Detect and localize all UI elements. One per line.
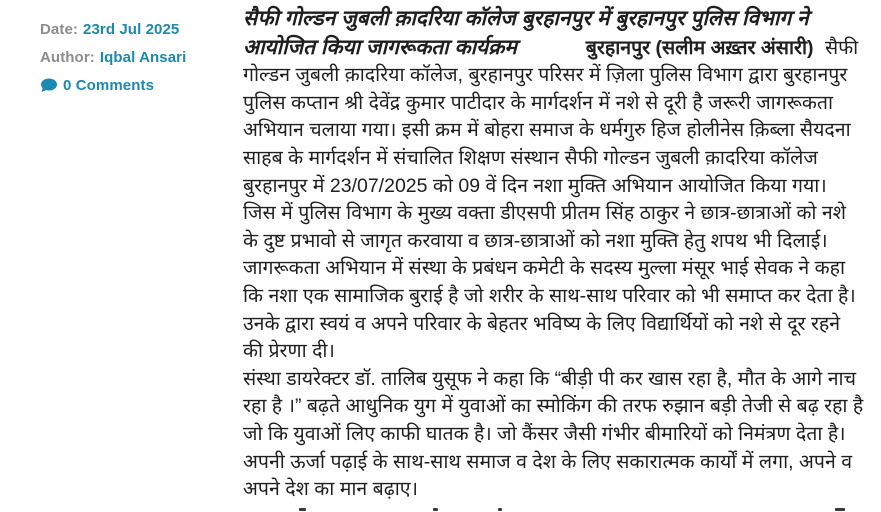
date-value: 23rd Jul 2025 bbox=[83, 21, 180, 38]
author-label: Author: bbox=[40, 49, 95, 66]
post-date-row bbox=[40, 21, 235, 39]
article-paragraph-1: सैफी गोल्डन जुबली क़ादरिया कॉलेज, बुरहानपुर परिसर में ज़िला पुलिस विभाग द्वारा बुरहानपुर पुलिस कप्तान श्री देवेंद्र कुमार पाटीदार के मार्गदर्शन में नशे से दूरी है जरूरी जागरूकता अभियान चलाया गया। इसी क्रम में बोहरा समाज के धर्मगुरु हिज होलीनेस क़िब्ला सैयदना साहब के मार्गदर्शन में संचालित शिक्षण संस्थान सैफी गोल्डन जुबली क़ादरिया कॉलेज बुरहानपुर में 23/07/2025 को 09 वें दिन नशा मुक्ति अभियान आयोजित किया गया। जिस में पुलिस विभाग के मुख्य वक्ता डीएसपी प्रीतम सिंह ठाकुर ने छात्र-छात्राओं को नशे के दुष्ट प्रभावो से जागृत करवाया व छात्र-छात्राओं को नशा मुक्ति हेतु शपथ भी दिलाई। bbox=[243, 36, 859, 252]
post-meta-sidebar bbox=[40, 21, 235, 105]
date-label: Date: bbox=[40, 21, 79, 38]
post-author-row bbox=[40, 49, 235, 67]
post-comments-row bbox=[40, 77, 235, 95]
article-paragraph-3: संस्था डायरेक्टर डॉ. तालिब युसूफ ने कहा कि “बीड़ी पी कर खास रहा है, मौत के आगे नाच रहा है ।” बढ़ते आधुनिक युग में युवाओं का स्मोकिंग की तरफ रुझान बड़ी तेजी से बढ़ रहा है जो कि युवाओं लिए काफी घातक है। जो कैंसर जैसी गंभीर बीमारियों को निमंत्रण देता है। अपनी ऊर्जा पढ़ाई के साथ-साथ समाज व देश के लिए सकारात्मक कार्यों में लगा, अपने व अपने देश का मान बढ़ाए। bbox=[243, 367, 864, 501]
article-body bbox=[243, 5, 864, 504]
clipped-next-line-fragments bbox=[243, 506, 864, 512]
author-link[interactable]: Iqbal Ansari bbox=[99, 49, 187, 66]
comment-bubble-icon bbox=[40, 78, 58, 94]
comments-link[interactable]: 0 Comments bbox=[63, 77, 155, 94]
article-byline: बुरहानपुर (सलीम अख़्तर अंसारी) bbox=[585, 36, 814, 59]
article-headline: सैफी गोल्डन जुबली क़ादरिया कॉलेज बुरहानपुर में बुरहानपुर पुलिस विभाग ने आयोजित किया जागरूकता कार्यक्रम bbox=[243, 7, 809, 59]
article-lead-paragraph bbox=[243, 5, 864, 255]
article-paragraph-2: जागरूकता अभियान में संस्था के प्रबंधन कमेटी के सदस्य मुल्ला मंसूर भाई सेवक ने कहा कि नशा एक सामाजिक बुराई है जो शरीर के साथ-साथ परिवार को भी समाप्त कर देता है। उनके द्वारा स्वयं व अपने परिवार के बेहतर भविष्य के लिए विद्यार्थियों को नशे से दूर रहने की प्रेरणा दी। bbox=[243, 257, 856, 363]
